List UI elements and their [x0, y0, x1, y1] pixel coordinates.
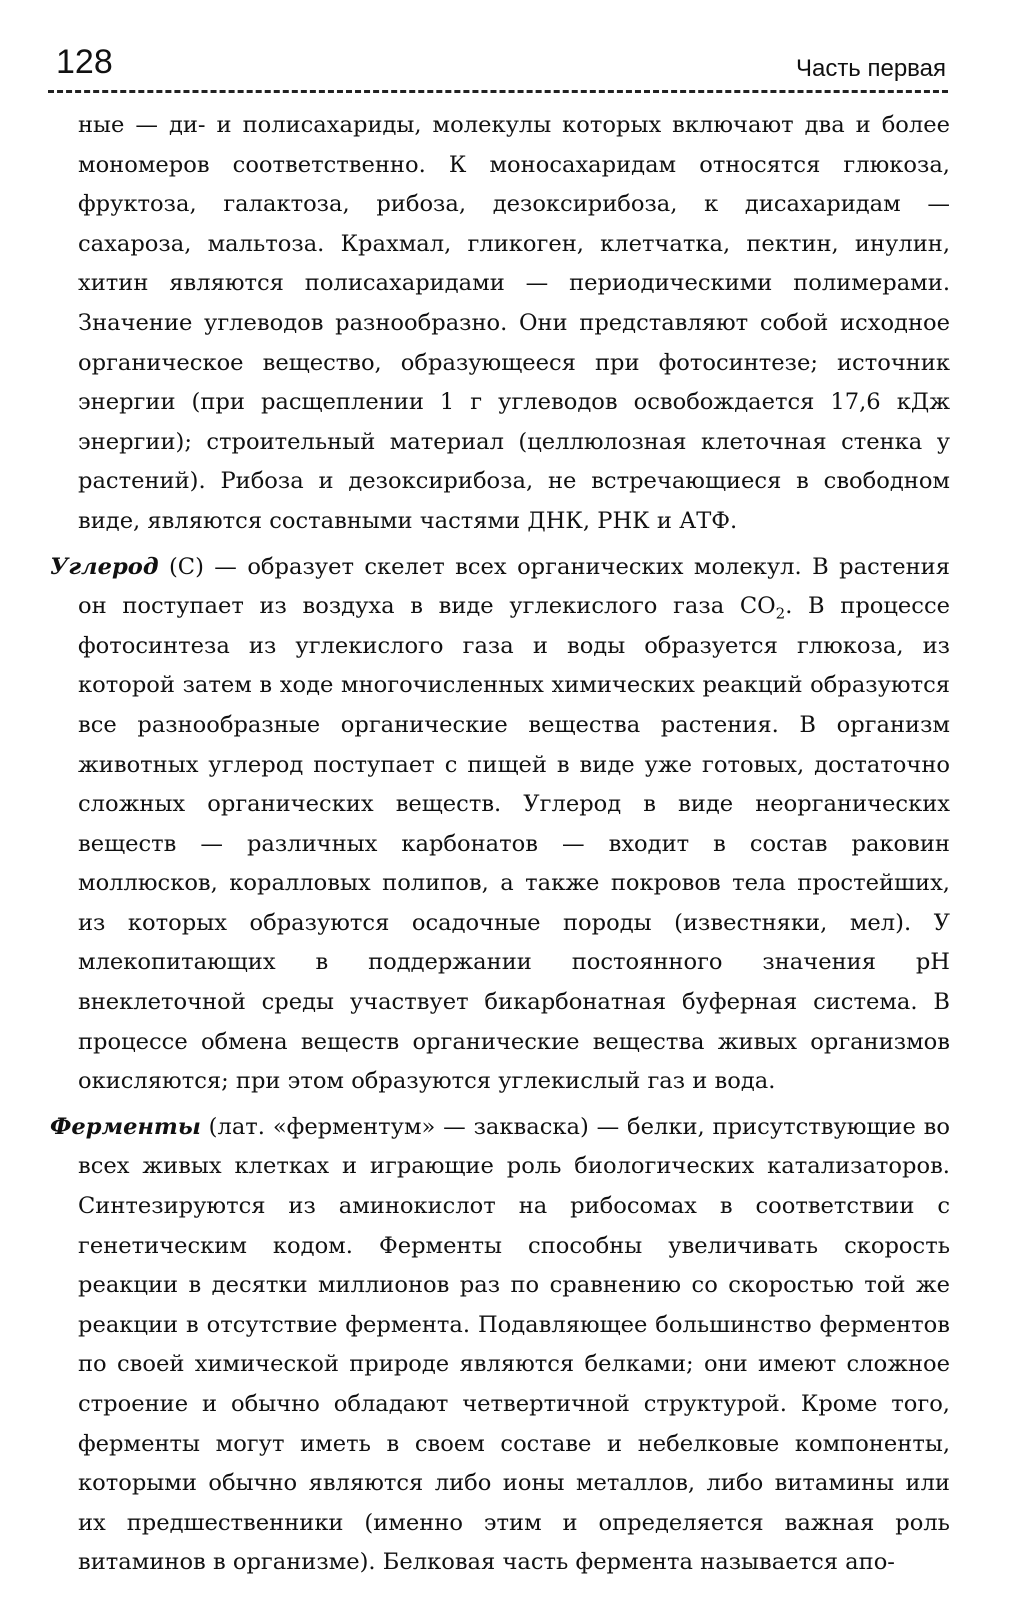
page-header	[48, 38, 948, 93]
page-body	[50, 106, 950, 1589]
paragraph-text: (С) — образует скелет всех органических молекул. В растения он поступает из воздуха в виде углекислого газа СО	[78, 553, 950, 620]
paragraph-carbon	[50, 548, 950, 1102]
paragraph-enzymes	[50, 1108, 950, 1583]
page-number: 128	[56, 43, 113, 81]
term-enzymes: Ферменты	[50, 1113, 201, 1140]
term-carbon: Углерод	[50, 553, 159, 580]
running-head: Часть первая	[795, 55, 946, 82]
paragraph-text: . В процессе фотосинтеза из углекислого газа и воды образуется глюкоза, из которой затем в ходе многочисленных химических реакций образуются все разнообразные органические вещества растения. В организм животных углерод поступает с пищей в виде уже готовых, достаточно сложных органических веществ. Углерод в виде неорганических веществ — различных карбонатов — входит в состав раковин моллюсков, коралловых полипов, а также покровов тела простейших, из которых образуются осадочные породы (известняки, мел). У млекопитающих в поддержании постоянного значения рН внеклеточной среды участвует бикарбонатная буферная система. В процессе обмена веществ органические вещества живых организмов окисляются; при этом образуются углекислый газ и вода.	[78, 593, 950, 1095]
subscript: 2	[775, 604, 786, 623]
paragraph-text: (лат. «ферментум» — закваска) — белки, присутствующие во всех живых клетках и играющие роль биологических катализаторов. Синтезируются из аминокислот на рибосомах в соответствии с генетическим кодом. Ферменты способны увеличивать скорость реакции в десятки миллионов раз по сравнению со скоростью той же реакции в отсутствие фермента. Подавляющее большинство ферментов по своей химической природе являются белками; они имеют сложное строение и обычно обладают четвертичной структурой. Кроме того, ферменты могут иметь в своем составе и небелковые компоненты, которыми обычно являются либо ионы металлов, либо витамины или их предшественники (именно этим и определяется важная роль витаминов в организме). Белковая часть фермента называется апо-	[78, 1113, 950, 1576]
paragraph-carbohydrates	[50, 106, 950, 542]
paragraph-text: ные — ди- и полисахариды, молекулы которых включают два и более мономеров соответственно. К моносахаридам относятся глюкоза, фруктоза, галактоза, рибоза, дезоксирибоза, к дисахаридам — сахароза, мальтоза. Крахмал, гликоген, клетчатка, пектин, инулин, хитин являются полисахаридами — периодическими полимерами. Значение углеводов разнообразно. Они представляют собой исходное органическое вещество, образующееся при фотосинтезе; источник энергии (при расщеплении 1 г углеводов освобождается 17,6 кДж энергии); строительный материал (целлюлозная клеточная стенка у растений). Рибоза и дезоксирибоза, не встречающиеся в свободном виде, являются составными частями ДНК, РНК и АТФ.	[78, 112, 950, 534]
